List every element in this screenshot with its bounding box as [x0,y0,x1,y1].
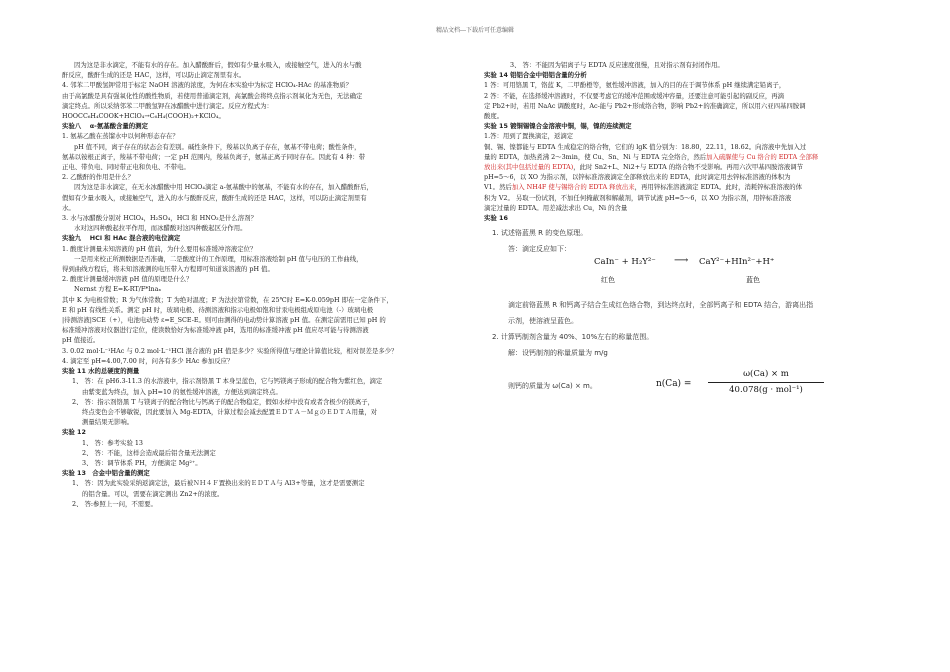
experiment-16-title: 实验 16 [484,214,508,223]
right-column-line: 2 答：不能，在选择缓冲溶液时，不仅要考虑它的缓冲范围或缓冲容量，还要注意可能引起的副反应，再滴 [484,91,785,100]
left-column-line: 由于高氯酸是具有强氧化性的酸性物质，若使用普通滴定剂，高氯酸会将终点指示剂氧化为无色，无法确定 [62,91,363,100]
left-column-line: 2、 答:参照上一问，不需要。 [72,499,157,508]
formula-lhs: n(Ca) = [656,379,692,390]
highlighted-text: 放出来(其中包括过量的 EDTA) [484,163,574,172]
equation-left: CaIn⁻ + H₂Y²⁻ [594,257,656,268]
left-column-line: 测量结果无影响。 [82,418,134,427]
experiment-15-line [484,162,896,172]
experiment-15-line [484,193,896,203]
left-column-line: 实验 13 合金中铝含量的测定 [62,469,150,478]
left-column-line: E 和 pH 有线性关系。测定 pH 时，玻璃电极、待测溶液和指示电极如饱和甘汞电极组成原电池（-）玻璃电极 [62,305,374,314]
left-column-line: 1、 答：因为此实验采纳返滴定法，最后被ＮＨ４Ｆ置换出来的ＥＤＴＡ与 Al3+等量，这才是需要测定 [72,479,365,488]
left-column-line: 因为这是非水滴定，不能有水的存在。加入醋酸酐后，假如有少量水吸入，或接触空气，进入的水与酸 [74,61,362,69]
right-column-line: 3、 答：不能因为铝离子与 EDTA 反应速度很慢，且对指示剂有封闭作用。 [510,61,724,69]
left-column-line: 由紫变蓝为终点，加入 pH=10 的氨性缓冲溶液，方便达到滴定终点。 [82,387,282,396]
question-2: 2. 计算钙制剂含量为 40%、10%左右的称量范围。 [492,333,654,342]
answer-2-intro: 解：设钙制剂的称量质量为 m/g [508,349,608,358]
left-column-line: 2、 答：不能，这样会造成最后铝含量无法测定 [82,448,216,457]
left-column-line: 正电、带负电、同时带正电和负电、不带电。 [62,163,190,172]
text-segment: 铜、锡、镍都能与 EDTA 生成稳定的络合物，它们的 lgK 值分别为：18.80，22.11，18.62。向溶液中先加入过 [484,142,807,151]
left-column-line: 3. 0.02 mol·L⁻¹HAc 与 0.2 mol·L⁻¹HCl 混合液的 pH 值是多少？实验所得值与理论计算值比较，相对误差是多少？ [62,346,398,355]
left-column-line: 1. 氨基乙酸在蒸馏水中以何种形态存在？ [62,132,179,141]
text-segment: 量的 EDTA，加热煮沸 2～3min，使 Cu、Sn、Ni 与 EDTA 完全络合，然后 [484,152,707,161]
right-column-line: 1 答：可用铬黑 T，铬蓝 K，二甲酚橙等，氨性缓冲溶液，加入的目的在于调节体系 pH 继续满定铅离子， [484,81,786,90]
text-segment: 滴定过量的 EDTA。用差减法求出 Cu，Ni 的含量 [484,203,628,212]
experiment-15-line [484,131,896,141]
question-1: 1. 试述铬蓝黑 R 的变色原理。 [492,229,588,238]
formula-denominator: 40.078(g · mol⁻¹) [729,385,803,396]
left-column-line: 1、 答：参考实验 13 [82,438,143,447]
page-header: 精品文档---下载后可任意编辑 [435,27,515,34]
equation-right: CaY²⁻+HIn²⁻+H⁺ [699,257,775,268]
calcium-formula [484,369,896,405]
text-segment: ，此时 Sn2+L、Ni2+与 EDTA 的络合物不受影响。再用六次甲基四胺溶液调节 [573,163,804,172]
right-column-line: 酸度。 [484,112,504,121]
left-column-line: 一是用来校正所测数据是否准确，二是酸度计的工作原理，用标准溶液绘制 pH 值与电压的工作曲线， [74,254,363,263]
left-column-line: 2. 乙酸酐的作用是什么？ [62,173,135,182]
highlighted-text: 加入 NH4F 使与锡络合的 EDTA 释放出来 [511,183,635,192]
left-column-line: 实验九 HCl 和 HAc 混合液的电位滴定 [62,234,181,243]
left-column-line: HOOCC₆H₄COOK+HClO₄→C₆H₄(COOH)₂+KClO₄。 [62,112,225,121]
left-column-line: 实验八 α-氨基酸含量的测定 [62,122,148,131]
experiment-15-section [484,131,896,213]
left-column-line: 因为这是非水滴定，在无水冰醋酸中用 HClO₄滴定 a-氨基酸中的氨基，不能有水的存在，加入醋酸酐后， [74,183,373,192]
right-column-line: 实验 15 镀铜锡镍合金溶液中铜，锡，镍的连续测定 [484,122,632,131]
text-segment: V1。然后 [484,183,512,192]
left-column-line: 终点变色会不够敏锐，因此要加入 Mg-EDTA，计算过程会减去配置ＥＤＴＡ－ＭｇのＥＤＴＡ用量，对 [82,407,378,416]
right-top-section [484,60,896,131]
left-column-line: 2. 酸度计测量缓冲溶液 pH 值的原理是什么？ [62,275,193,284]
text-segment: 1.答：用到了置换滴定，返滴定 [484,132,574,141]
left-column-line: 4. 滴定至 pH=4.00,7.00 时，问各有多少 HAc 参加反应？ [62,356,234,365]
experiment-15-line [484,142,896,152]
left-column [62,60,470,509]
left-column-line: 3. 水与冰醋酸分别对 HClO₄，H₂SO₄，HCl 和 HNO₃是什么溶剂？ [62,214,257,223]
left-column-line: 其中 K 为电极常数；R 为气体常数；T 为绝对温度；F 为法拉第常数，在 25℃时 E=K-0.059pH 即在一定条件下， [62,295,393,304]
experiment-15-line [484,172,896,182]
left-column-line: 实验 11 水的总硬度的测量 [62,367,140,376]
left-column-line: 得到曲线方程后，将未知溶液测的电压带入方程即可知道该溶液的 pH 值。 [62,265,274,274]
left-column-line: 1、 答：在 pH6.3-11.3 的水溶液中，指示剂铬黑 T 本身呈蓝色，它与钙镁离子形成的配合物为紫红色，滴定 [72,377,383,386]
left-column-line: 3、 答：调节体系 PH，方便滴定 Mg²⁺。 [82,458,202,467]
experiment-15-line [484,203,896,213]
right-column-line: 实验 14 铝铝合金中铝铝含量的分析 [484,71,587,80]
highlighted-text: 加入硫脲使与 Cu 络合的 EDTA 全部释 [706,152,819,161]
text-segment: ，再用锌标准溶液滴定 EDTA。此时，消耗锌标准溶液的体 [634,183,802,192]
answer-1-text: 滴定前铬蓝黑 R 和钙离子结合生成红色络合物，到达终点时，全部钙离子和 EDTA 结合，游离出指 [508,301,814,310]
answer-1-text-cont: 示剂，使溶液呈蓝色。 [508,317,578,326]
left-column-line: 标准缓冲溶液对仪器进行定位，使读数恰好为标准缓冲液 pH，选用的标准缓冲液 pH 值应尽可能与待测溶液 [62,326,369,335]
left-column-line: 实验 12 [62,428,86,437]
experiment-15-line [484,182,896,192]
scanned-exp16 [484,226,896,405]
red-color-label: 红色 [601,276,615,285]
blue-color-label: 蓝色 [746,276,760,285]
experiment-15-line [484,152,896,162]
left-column-line: 水对这四种酸起拉平作用，而冰醋酸对这四种酸起区分作用。 [74,224,247,233]
left-column-line: 1. 酸度计测量未知溶液的 pH 值前，为什么要用标准缓冲溶液定位？ [62,244,257,253]
left-column-line: 滴定终点。所以采纳邻苯二甲酸氢钾在冰醋酸中进行滴定。反应方程式为： [62,101,273,110]
formula-numerator: ω(Ca) × m [743,369,789,380]
formula-prefix: 则钙的质量为 ω(Ca) × m。 [508,382,597,391]
left-column-line: 氨基以铵根正离子，羧基不带电荷；一定 pH 范围内，羧基负离子，氨基正离子同时存在。因此有 4 种：带 [62,152,366,161]
left-column-line: 水。 [62,203,75,212]
fraction-bar [708,382,824,383]
text-segment: 积为 V2。 另取一份试剂，不加任何掩蔽剂和解蔽剂，调节试液 pH=5～6，以 XO 为指示剂，用锌标准溶液 [484,193,792,202]
left-column-line: 4. 邻苯二甲酸氢钾常用于标定 NaOH 溶液的浓度，为何在本实验中为标定 HClO₄-HAc 的基准物质？ [62,81,352,90]
equation-arrow: ⟶ [674,255,689,267]
left-column-line: 2、 答：指示剂铬黑 T 与镁离子的配合物比与钙离子的配合物稳定，假如水样中没有或者含极少的镁离子， [72,397,374,406]
left-column-line: pH 值不同，离子存在的状态会有差别。碱性条件下，羧基以负离子存在，氨基不带电荷；酸性条件， [74,142,361,151]
left-column-line: pH 值接近。 [62,336,100,345]
right-column-line: 定 Pb2+时，若用 NaAc 调酸度时，Ac-能与 Pb2+形成络合物，影响 Pb2+的准确滴定，所以用六亚四基四胺调 [484,101,806,110]
left-column-line: Nernst 方程 E=K-RT/F*lnaₓ [74,285,162,294]
left-column-line: 酐反应，酸酐生成的还是 HAC，这样，可以防止滴定剂里有水。 [62,71,246,80]
left-column-line: 假如有少量水吸入，或接触空气，进入的水与酸酐反应，酸酐生成的还是 HAC，这样，可以防止滴定剂里有 [62,193,367,202]
reaction-equation [484,257,896,287]
left-column-line: |待测溶液|SCE（+），电池电动势 ε=E_SCE-E。则可由测得的电动势计算溶液 pH 值。在测定前需用已知 pH 的 [62,316,386,325]
answer-1-intro: 答：滴定反应如下： [508,245,571,254]
left-column-line: 的铝含量。可以，需要在滴定测出 Zn2+的浓度。 [82,489,224,498]
text-segment: pH=5～6，以 XO 为指示剂，以锌标准溶液滴定全部释放出来的 EDTA，此时滴定用去锌标准溶液的体积为 [484,173,791,182]
right-column [484,60,896,405]
